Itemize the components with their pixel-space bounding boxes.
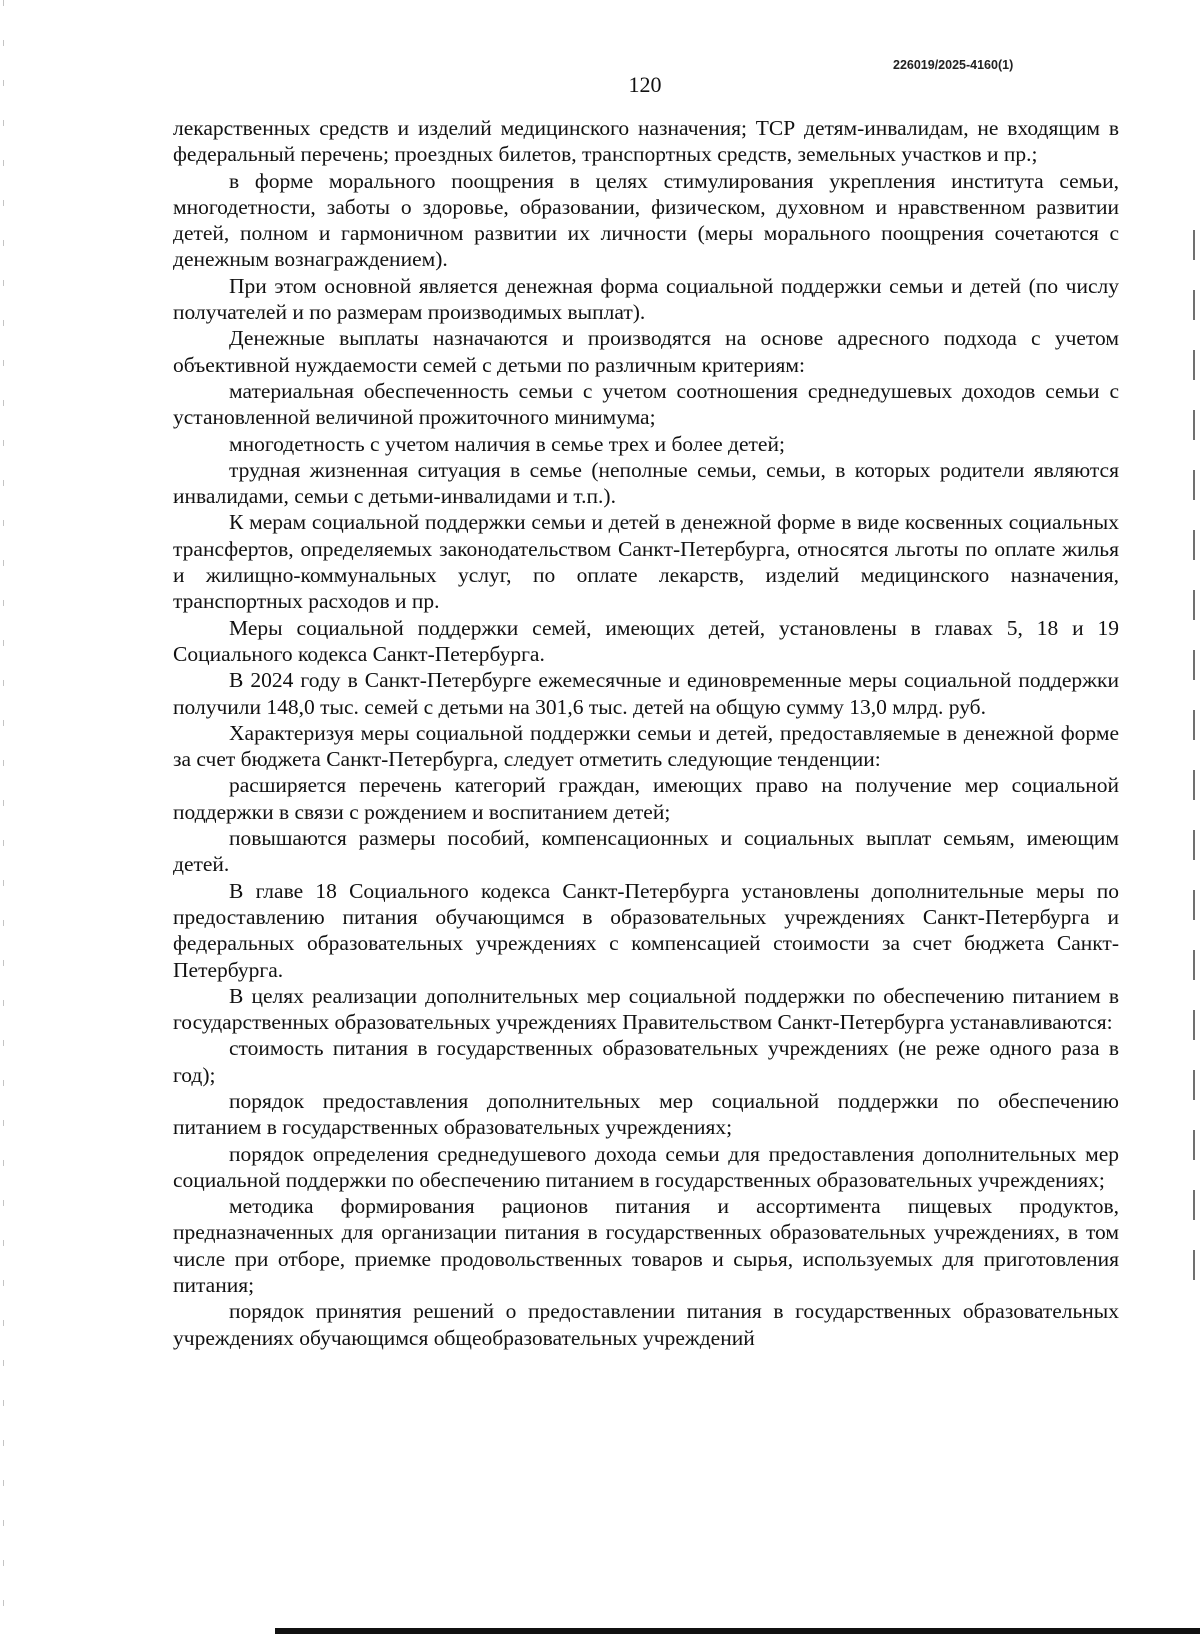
page-number: 120 bbox=[628, 72, 662, 97]
paragraph: лекарственных средств и изделий медицинского назначения; ТСР детям-инвалидам, не входящим в федеральный перечень; проездных билетов, транспортных средств, земельных участков и пр.; bbox=[173, 116, 1119, 167]
document-body bbox=[173, 115, 1119, 1351]
scan-edge-left bbox=[3, 0, 4, 1634]
paragraph: материальная обеспеченность семьи с учетом соотношения среднедушевых доходов семьи с установленной величиной прожиточного минимума; bbox=[173, 378, 1119, 430]
paragraph: расширяется перечень категорий граждан, имеющих право на получение мер социальной поддержки в связи с рождением и воспитанием детей; bbox=[173, 773, 1119, 824]
scan-bottom-edge bbox=[275, 1628, 1200, 1634]
paragraph: В главе 18 Социального кодекса Санкт-Петербурга установлены дополнительные меры по предоставлению питания обучающимся в образовательных учреждениях Санкт-Петербурга и федеральных образовательных учреждениях с компенсацией стоимости за счет бюджета Санкт-Петербурга. bbox=[173, 878, 1119, 982]
paragraph: стоимость питания в государственных образовательных учреждениях (не реже одного раза в год); bbox=[173, 1036, 1119, 1087]
scan-edge-right bbox=[1193, 230, 1195, 1280]
paragraph: К мерам социальной поддержки семьи и детей в денежной форме в виде косвенных социальных трансфертов, определяемых законодательством Санкт-Петербурга, относятся льготы по оплате жилья и жилищно-коммунальных услуг, по оплате лекарств, изделий медицинского назначения, транспортных расходов и пр. bbox=[173, 510, 1119, 614]
paragraph: трудная жизненная ситуация в семье (неполные семьи, семьи, в которых родители являются инвалидами, семьи с детьми-инвалидами и т.п.). bbox=[173, 457, 1119, 509]
paragraph: методика формирования рационов питания и ассортимента пищевых продуктов, предназначенных для организации питания в государственных образовательных учреждениях, в том числе при отборе, приемке продовольственных товаров и сырья, используемых для приготовления питания; bbox=[173, 1194, 1119, 1298]
paragraph: Характеризуя меры социальной поддержки семьи и детей, предоставляемые в денежной форме за счет бюджета Санкт-Петербурга, следует отметить следующие тенденции: bbox=[173, 720, 1119, 772]
paragraph: В целях реализации дополнительных мер социальной поддержки по обеспечению питанием в государственных образовательных учреждениях Правительством Санкт-Петербурга устанавливаются: bbox=[173, 983, 1119, 1035]
paragraph: Меры социальной поддержки семей, имеющих детей, установлены в главах 5, 18 и 19 Социального кодекса Санкт-Петербурга. bbox=[173, 615, 1119, 666]
paragraph: многодетность с учетом наличия в семье трех и более детей; bbox=[229, 431, 785, 456]
paragraph: Денежные выплаты назначаются и производятся на основе адресного подхода с учетом объективной нуждаемости семей с детьми по различным критериям: bbox=[173, 326, 1119, 377]
paragraph: порядок предоставления дополнительных мер социальной поддержки по обеспечению питанием в государственных образовательных учреждениях; bbox=[173, 1088, 1119, 1140]
paragraph: В 2024 году в Санкт-Петербурге ежемесячные и единовременные меры социальной поддержки получили 148,0 тыс. семей с детьми на 301,6 тыс. детей на общую сумму 13,0 млрд. руб. bbox=[173, 668, 1119, 719]
paragraph: повышаются размеры пособий, компенсационных и социальных выплат семьям, имеющим детей. bbox=[173, 826, 1119, 877]
document-number: 226019/2025-4160(1) bbox=[893, 58, 1014, 72]
paragraph: в форме морального поощрения в целях стимулирования укрепления института семьи, многодетности, заботы о здоровье, образовании, физическом, духовном и нравственном развитии детей, полном и гармоничном развитии их личности (меры морального поощрения сочетаются с денежным вознаграждением). bbox=[173, 168, 1119, 272]
paragraph: При этом основной является денежная форма социальной поддержки семьи и детей (по числу получателей и по размерам производимых выплат). bbox=[173, 273, 1119, 325]
paragraph: порядок принятия решений о предоставлении питания в государственных образовательных учреждениях обучающимся общеобразовательных учреждений bbox=[173, 1299, 1119, 1350]
paragraph: порядок определения среднедушевого дохода семьи для предоставления дополнительных мер социальной поддержки по обеспечению питанием в государственных образовательных учреждениях; bbox=[173, 1141, 1119, 1192]
